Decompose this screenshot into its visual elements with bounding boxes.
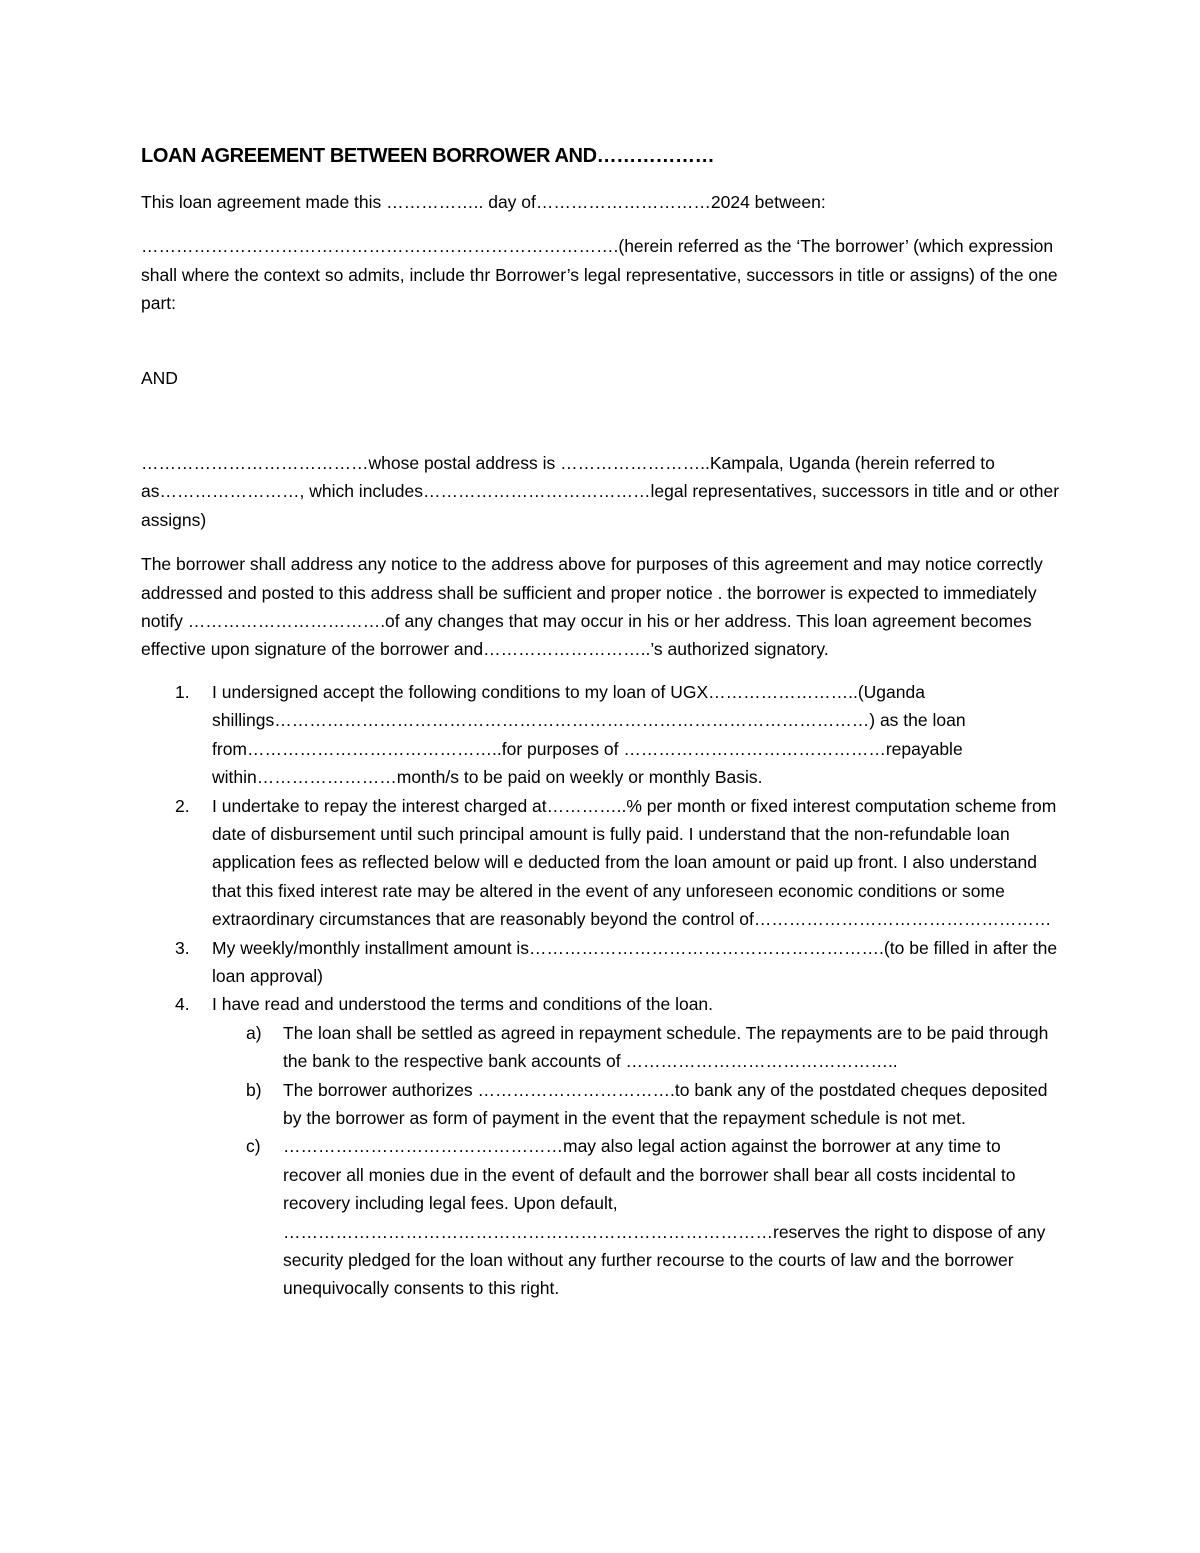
document-body: [141, 142, 1061, 1303]
lender-paragraph: …………………………………whose postal address is ……………………..Kampala, Uganda (herein referred to as……………………, which includes…………………………………legal representatives, successors in title and or other assigns): [141, 453, 1060, 530]
list-item: [141, 678, 1061, 792]
list-item-number: 3.: [175, 937, 190, 958]
list-item-text: My weekly/monthly installment amount is…………………………………………………….(to be filled in after the loan approval): [212, 937, 1058, 986]
list-item: [141, 792, 1061, 934]
list-item-number: 2.: [175, 795, 190, 816]
sublist-item-letter: c): [246, 1136, 261, 1157]
sublist-item: [212, 1076, 1061, 1133]
borrower-paragraph: ……………………………………………………………………….(herein referred as the ‘The borrower’ (which expression shall where the context so admits, include thr Borrower’s legal representative, successors in title or assigns) of the one part:: [141, 236, 1058, 314]
list-item-text: I undertake to repay the interest charged at…………..% per month or fixed interest computation scheme from date of disbursement until such principal amount is fully paid. I understand that the non-refundable loan application fees as reflected below will e deducted from the loan amount or paid up front. I also understand that this fixed interest rate may be altered in the event of any unforeseen economic conditions or some extraordinary circumstances that are reasonably beyond the control of……………………………………………: [212, 795, 1057, 930]
conditions-list: [141, 678, 1061, 1303]
terms-sublist: [212, 1019, 1061, 1303]
document-title: LOAN AGREEMENT BETWEEN BORROWER AND………………: [141, 145, 715, 167]
list-item-number: 4.: [175, 994, 190, 1015]
notice-paragraph: The borrower shall address any notice to the address above for purposes of this agreement and may notice correctly addressed and posted to this address shall be sufficient and proper notice . the borrower is expected to immediately notify …………………………….of any changes that may occur in his or her address. This loan agreement becomes effective upon signature of the borrower and………………………..’s authorized signatory.: [141, 554, 1043, 660]
sublist-item-text: The loan shall be settled as agreed in repayment schedule. The repayments are to be paid through the bank to the respective bank accounts of ………………………………………..: [283, 1022, 1049, 1072]
sublist-item: [212, 1019, 1061, 1076]
list-item: [141, 934, 1061, 991]
sublist-item: [212, 1132, 1061, 1302]
sublist-item-letter: b): [246, 1079, 262, 1100]
sublist-item-text: …………………………………………may also legal action against the borrower at any time to recover all monies due in the event of default and the borrower shall bear all costs incidental to recovery including legal fees. Upon default, …………………………………………………………………………reserves the right to dispose of any security pledged for the loan without any further recourse to the courts of law and the borrower unequivocally consents to this right.: [283, 1136, 1046, 1299]
list-item-text: I have read and understood the terms and conditions of the loan.: [212, 994, 714, 1015]
list-item-number: 1.: [175, 681, 190, 702]
and-label: AND: [141, 367, 178, 388]
sublist-item-letter: a): [246, 1022, 262, 1043]
intro-paragraph: This loan agreement made this …………….. day of…………………………2024 between:: [141, 192, 826, 212]
sublist-item-text: The borrower authorizes …………………………….to bank any of the postdated cheques deposited by the borrower as form of payment in the event that the repayment schedule is not met.: [283, 1079, 1048, 1128]
list-item-text: I undersigned accept the following conditions to my loan of UGX……………………..(Uganda shillings…………………………………………………………………………………………) as the loan from……………………………………..for purposes of ………………………………………repayable within……………………month/s to be paid on weekly or monthly Basis.: [212, 681, 966, 788]
list-item: [141, 990, 1061, 1302]
